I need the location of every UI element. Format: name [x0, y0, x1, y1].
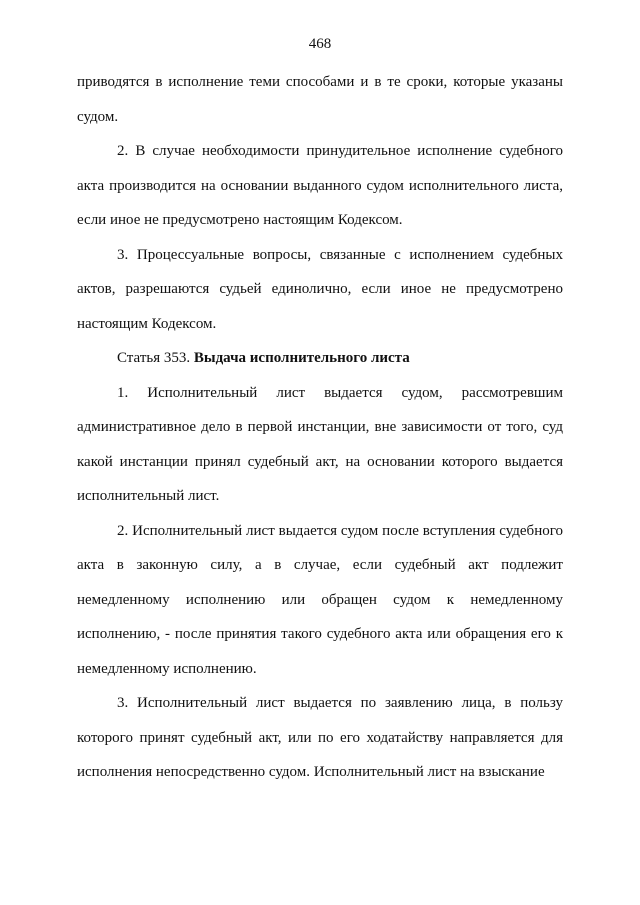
article-paragraph-3: 3. Исполнительный лист выдается по заявлению лица, в пользу которого принят судебный акт, или по его ходатайству направляется для исполнения непосредственно судом. Исполнительный лист на взыскание: [77, 695, 563, 780]
paragraph-item-2: 2. В случае необходимости принудительное исполнение судебного акта производится на основании выданного судом исполнительного листа, если иное не предусмотрено настоящим Кодексом.: [77, 143, 563, 228]
article-title: Выдача исполнительного листа: [193, 350, 410, 366]
paragraph-continuation: приводятся в исполнение теми способами и в те сроки, которые указаны судом.: [77, 74, 563, 125]
article-paragraph-2: 2. Исполнительный лист выдается судом после вступления судебного акта в законную силу, а в случае, если судебный акт подлежит немедленному исполнению или обращен судом к немедленному исполнению, - после принятия такого судебного акта или обращения его к немедленному исполнению.: [77, 522, 563, 677]
article-number: Статья 353.: [117, 350, 191, 366]
article-heading: [77, 341, 563, 376]
page-number: 468: [308, 36, 332, 52]
article-paragraph-1: 1. Исполнительный лист выдается судом, рассмотревшим административное дело в первой инстанции, вне зависимости от того, суд какой инстанции принял судебный акт, на основании которого выдается исполнительный лист.: [77, 384, 563, 504]
document-body: [77, 65, 563, 790]
paragraph-item-3: 3. Процессуальные вопросы, связанные с исполнением судебных актов, разрешаются судьей единолично, если иное не предусмотрено настоящим Кодексом.: [77, 246, 563, 332]
